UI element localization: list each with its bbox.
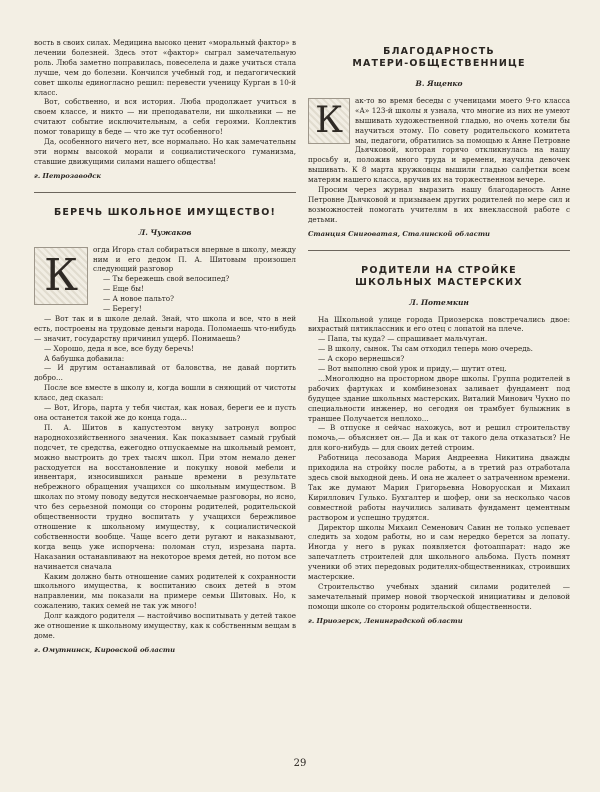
paragraph: огда Игорь стал собираться впервые в школу, между ним и его дедом П. А. Шитовым произошел следующий разговор: [93, 244, 296, 274]
paragraph: А бабушка добавила:: [44, 353, 125, 363]
paragraph: вость в своих силах. Медицина высоко ценит «моральный фактор» в лечении болезней. Здесь этот «фактор» сыграл замечательную роль. Люба заметно поправилась, повеселела и даже учиться стала лучше, чем до болезни. Кончился учебный год, и педагогический совет школы единогласно решил: перевести ученицу Курган в 10-й класс.: [34, 38, 296, 97]
paragraph: Директор школы Михаил Семенович Савин не только успевает следить за ходом работы, но и сам нередко берется за лопату. Иногда у него в руках появляется фотоаппарат: надо же запечатлеть строителей для школьного альбома. Пусть помнят ученики об этих передовых родителях-общественниках, строивших мастерские.: [308, 522, 570, 582]
article-signature: Станция Сниговатая, Сталинской области: [308, 229, 490, 238]
paragraph: — И другим останавливай от баловства, не давай портить добро...: [34, 363, 296, 383]
dialogue-line: — А скоро вернешься?: [318, 354, 405, 364]
article-title: БЕРЕЧЬ ШКОЛЬНОЕ ИМУЩЕСТВО!: [53, 206, 277, 218]
paragraph: ак-то во время беседы с ученицами моего 9-го класса «А» 123-й школы я узнала, что многие из них не умеют вышивать художественной гладью, но очень хотели бы научиться этому. По совету родительского комитета мы, педагоги, обратились за помощью к Анне Петровне Дьячковой, которая горячо откликнулась на нашу просьбу и, положив много труда и времени, научила девочек вышивать. К 8 марта кружковцы вышили гладью салфетки всем матерям нашего класса, вручив их на торжественном вечере.: [308, 95, 570, 185]
article-author: Л. Чужаков: [138, 227, 192, 237]
section-divider: [34, 192, 296, 193]
paragraph: Долг каждого родителя — настойчиво воспитывать у детей такое же отношение к школьному имуществу, как к собственным вещам в доме.: [34, 611, 296, 640]
dialogue-line: — В школу, сынок. Ты сам отходил теперь мою очередь.: [318, 344, 533, 354]
paragraph: Да, особенного ничего нет, все нормально. Но как замечательны эти нормы высокой морали и социалистического гуманизма, ставшие движущими силами нашего общества!: [34, 137, 296, 166]
dialogue-line: — Папа, ты куда? — спрашивает мальчуган.: [318, 334, 488, 344]
article-title-line-2: ШКОЛЬНЫХ МАСТЕРСКИХ: [355, 276, 523, 288]
dialogue-line: — Еще бы!: [103, 284, 144, 294]
paragraph: — В отпуске я сейчас нахожусь, вот и решил строительству помочь,— объясняет он.— Да и как от такого дела отказаться? Не для кого-нибудь — для своих детей строим.: [308, 423, 570, 453]
dialogue-line: — Ты бережешь свой велосипед?: [103, 274, 230, 284]
paragraph: Вот, собственно, и вся история. Люба продолжает учиться в своем классе, и никто — ни преподаватели, ни школьники — не считают событие исключительным, а себя героями. Коллектив помог товарищу в беде — что же тут особенного!: [34, 97, 296, 137]
page-number: 29: [293, 758, 307, 769]
paragraph: Каким должно быть отношение самих родителей к сохранности школьного имущества, к воспитанию своих детей в этом направлении, мы показали на примере семьи Шитовых. Но, к сожалению, таких семей не так уж много!: [34, 571, 296, 611]
dialogue-line: — Хорошо, деда я все, все буду беречь!: [44, 343, 194, 353]
paragraph: ...Многолюдно на просторном дворе школы. Группа родителей в рабочих фартуках и комбинезонах заливает фундамент под будущее здание школьных мастерских. Виталий Минович Чухно по специальности инженер, но сегодня он трамбует булыжник в траншее Получается неплохо...: [308, 373, 570, 423]
left-column: [34, 38, 296, 656]
paragraph: После все вместе в школу и, когда вошли в сняющий от чистоты класс, дед сказал:: [34, 383, 296, 403]
article-title-line-1: БЛАГОДАРНОСТЬ: [383, 46, 495, 57]
dialogue-line: — А новое пальто?: [103, 294, 174, 304]
paragraph: На Школьной улице города Приозерска повстречались двое: вихрастый пятиклассник и его отец с лопатой на плече.: [308, 314, 570, 334]
section-divider: [308, 250, 570, 251]
intro-signature: г. Петрозаводск: [34, 171, 101, 180]
dropcap-letter: К: [308, 98, 350, 144]
article-signature: г. Омутнинск, Кировской области: [34, 645, 176, 654]
article-signature: г. Приозерск, Ленинградской области: [308, 616, 463, 625]
paragraph: Просим через журнал выразить нашу благодарность Анне Петровне Дьячковой и призываем других родителей по мере сил и возможностей помогать учителям в их внеклассной работе с детьми.: [308, 185, 570, 224]
paragraph: Строительство учебных зданий силами родителей — замечательный пример новой творческой инициативы и деловой помощи школе со стороны родительской общественности.: [308, 581, 570, 611]
dropcap-letter: К: [34, 247, 88, 305]
paragraph: — Вот, Игорь, парта у тебя чистая, как новая, береги ее и пусть она останется такой же до конца года...: [34, 403, 296, 422]
article-title-line-1: РОДИТЕЛИ НА СТРОЙКЕ: [361, 264, 517, 276]
article-author: Л. Потемкин: [409, 297, 469, 307]
paragraph: — Вот так и в школе делай. Знай, что школа и все, что в ней есть, построены на трудовые деньги народа. Поломаешь что-нибудь — значит, государству причинил ущерб. Понимаешь?: [34, 313, 296, 343]
paragraph: Работница лесозавода Мария Андреевна Никитина дважды приходила на стройку после работы, а в третий раз отработала здесь свой выходной день. И она не жалеет о затраченном времени. Так же думают Мария Григорьевна Новорусская и Михаил Кириллович Гулько. Бухгалтер и шофер, они за несколько часов совместной работы научились заливать фундамент цементным раствором и успешно трудятся.: [308, 453, 570, 522]
dialogue-line: — Вот выполню свой урок и приду,— шутит отец.: [318, 364, 507, 374]
dialogue-line: — Берегу!: [103, 304, 142, 314]
right-column: [308, 38, 570, 627]
article-author: В. Ященко: [415, 79, 463, 88]
paragraph: П. А. Шитов в капустеэтом внуку затронул вопрос народнохозяйственного значения. Как показывает самый грубый подсчет, те средства, ежегодно отпускаемые на школьный ремонт, можно выстроить до трех тысяч школ. При этом немало денег расходуется на восстановление и покупку новой мебели и инвентаря, износившихся раньше времени в результате небрежного обращения учащихся со школьным имуществом. В школах по этому поводу ведутся нескончаемые разговоры, но ясно, что без серьезной помощи со стороны родителей, родительской общественности трудно воспитать у учащихся бережливое отношение к школьному имуществу, к социалистической собственности вообще. Чаще всего дети ругают и наказывают, когда вещь уже испорчена: поломан стул, изрезана парта. Наказания останавливают на некоторое время детей, но потом все начинается сначала: [34, 422, 296, 571]
article-title-line-2: МАТЕРИ-ОБЩЕСТВЕННИЦЕ: [352, 58, 526, 69]
